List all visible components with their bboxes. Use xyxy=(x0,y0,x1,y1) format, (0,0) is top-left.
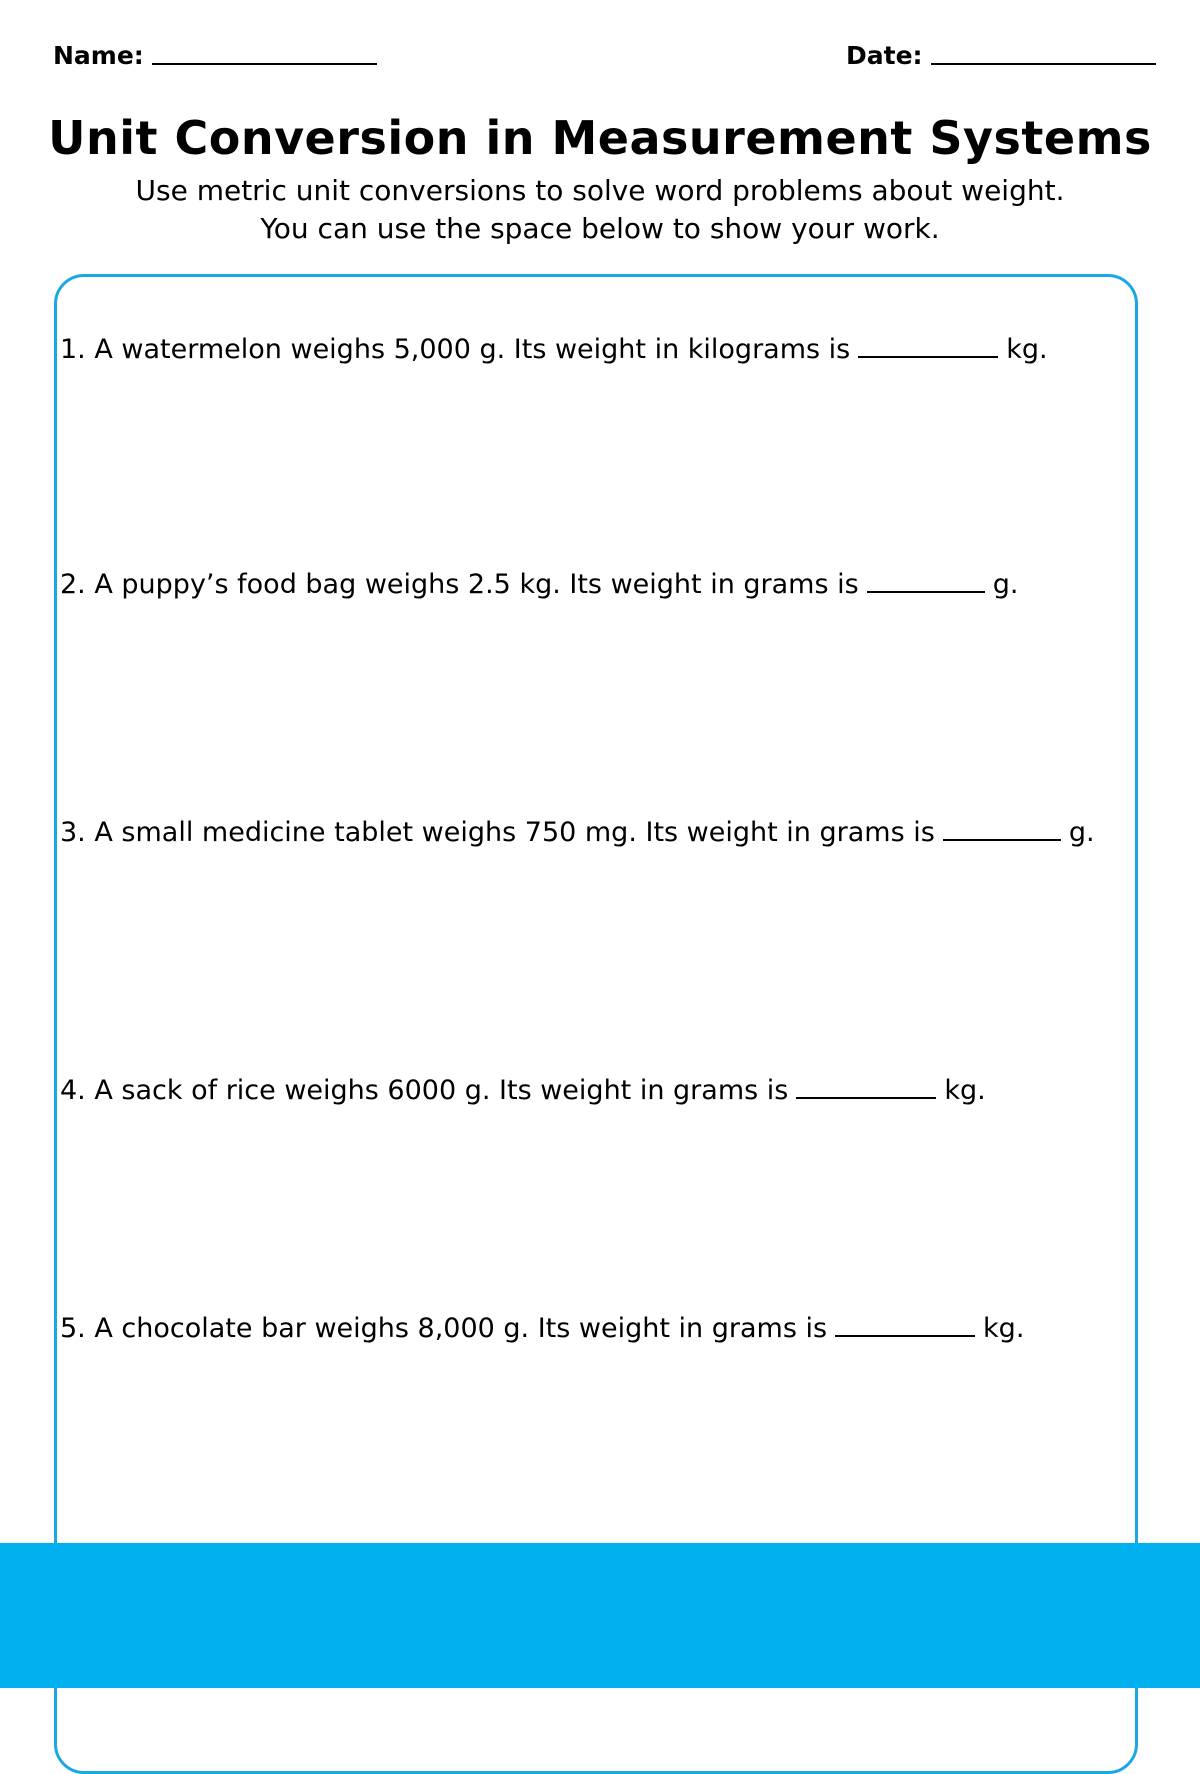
name-label: Name: xyxy=(53,41,144,70)
problem-text: A watermelon weighs 5,000 g. Its weight in kilograms is xyxy=(94,334,851,365)
problem-5 xyxy=(60,1309,1145,1349)
problem-text: A puppy’s food bag weighs 2.5 kg. Its weight in grams is xyxy=(94,569,859,600)
problem-unit: g. xyxy=(1068,817,1095,848)
answer-blank[interactable] xyxy=(867,569,985,593)
problem-text: A chocolate bar weighs 8,000 g. Its weight in grams is xyxy=(94,1313,828,1344)
problem-number: 5. xyxy=(60,1313,86,1344)
instructions xyxy=(0,172,1200,248)
problem-number: 2. xyxy=(60,569,86,600)
answer-blank[interactable] xyxy=(943,817,1061,841)
date-label: Date: xyxy=(846,41,923,70)
problem-unit: kg. xyxy=(983,1313,1025,1344)
problem-unit: kg. xyxy=(944,1075,986,1106)
problem-3 xyxy=(60,813,1145,853)
instructions-line-1: Use metric unit conversions to solve word problems about weight. xyxy=(135,174,1065,207)
problem-number: 3. xyxy=(60,817,86,848)
problem-unit: kg. xyxy=(1006,334,1048,365)
problem-2 xyxy=(60,565,1145,605)
name-line[interactable] xyxy=(152,63,377,65)
problem-number: 1. xyxy=(60,334,86,365)
problem-4 xyxy=(60,1071,1145,1111)
problem-text: A small medicine tablet weighs 750 mg. Its weight in grams is xyxy=(94,817,935,848)
date-field[interactable] xyxy=(846,40,1156,72)
answer-blank[interactable] xyxy=(796,1075,936,1099)
page-title: Unit Conversion in Measurement Systems xyxy=(48,111,1152,165)
date-line[interactable] xyxy=(931,63,1156,65)
name-field[interactable] xyxy=(53,40,377,72)
problem-unit: g. xyxy=(992,569,1019,600)
footer-bar xyxy=(0,1543,1200,1688)
instructions-line-2: You can use the space below to show your work. xyxy=(260,212,940,245)
problem-text: A sack of rice weighs 6000 g. Its weight in grams is xyxy=(94,1075,789,1106)
answer-blank[interactable] xyxy=(835,1313,975,1337)
answer-blank[interactable] xyxy=(858,334,998,358)
problem-1 xyxy=(60,330,1145,370)
problem-number: 4. xyxy=(60,1075,86,1106)
